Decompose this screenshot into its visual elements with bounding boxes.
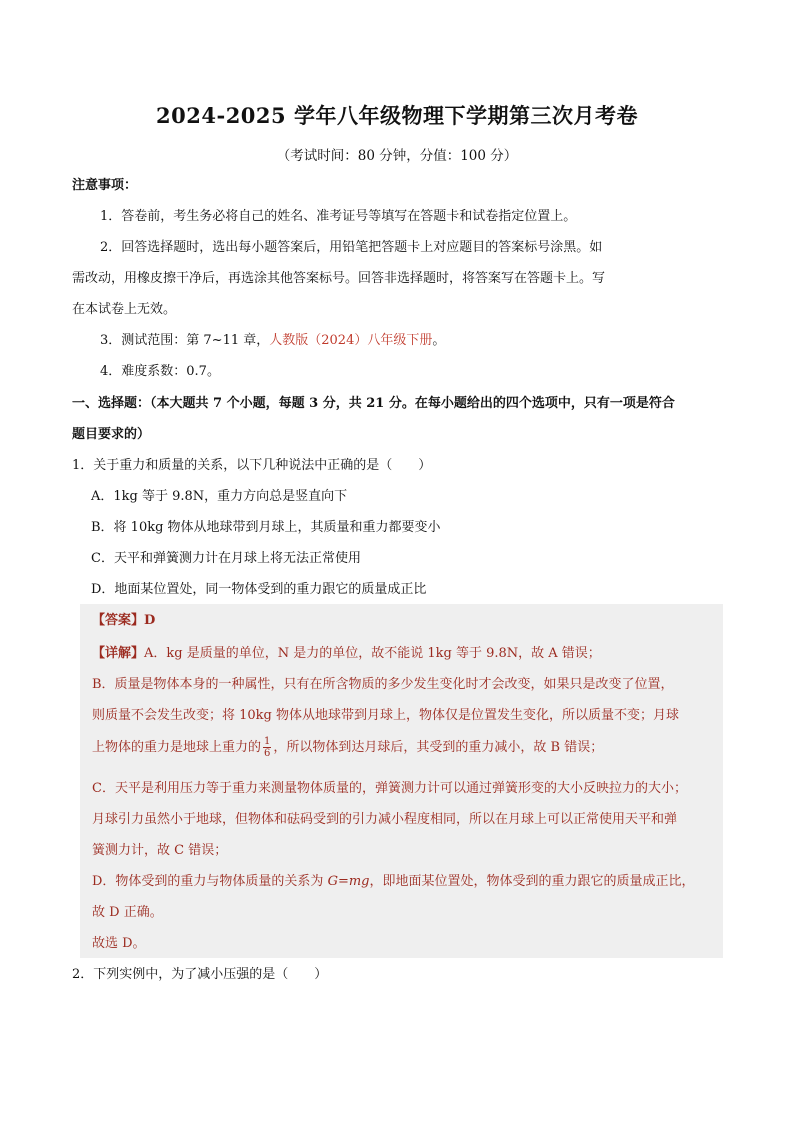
- question-2-stem: 2．下列实例中，为了减小压强的是（ ）: [72, 967, 328, 982]
- notice-item-2-cont: 需改动，用橡皮擦干净后，再选涂其他答案标号。回答非选择题时，将答案写在答题卡上。写: [72, 271, 606, 286]
- detail-b-line-3-suffix: ，所以物体到达月球后，其受到的重力减小，故 B 错误；: [273, 740, 604, 755]
- notice-item-1: 1．答卷前，考生务必将自己的姓名、准考证号等填写在答题卡和试卷指定位置上。: [100, 209, 577, 224]
- gravity-formula: G=mg: [327, 874, 370, 889]
- detail-d-prefix: D．物体受到的重力与物体质量的关系为: [92, 874, 328, 889]
- fraction-one-sixth: [263, 736, 271, 759]
- notice-item-3: [100, 332, 445, 350]
- question-1-stem: 1．关于重力和质量的关系，以下几种说法中正确的是（ ）: [72, 458, 432, 473]
- detail-a-text: A．kg 是质量的单位，N 是力的单位，故不能说 1kg 等于 9.8N，故 A 错误；: [144, 646, 601, 661]
- detail-c-line-1: C．天平是利用压力等于重力来测量物体质量的，弹簧测力计可以通过弹簧形变的大小反映拉力的大小；: [92, 781, 687, 796]
- section-heading: 一、选择题：（本大题共 7 个小题，每题 3 分，共 21 分。在每小题给出的四个选项中，只有一项是符合: [72, 396, 675, 411]
- textbook-edition: 人教版（2024）八年级下册: [269, 333, 433, 348]
- notice-heading: 注意事项：: [72, 178, 138, 193]
- detail-b-line-1: B．质量是物体本身的一种属性，只有在所含物质的多少发生变化时才会改变，如果只是改变了位置，: [92, 677, 674, 692]
- punctuation: 。: [432, 333, 446, 348]
- detail-d-suffix: ，即地面某位置处，物体受到的重力跟它的质量成正比，: [369, 874, 695, 889]
- test-scope-label: 3．测试范围：第 7~11 章，: [100, 333, 270, 348]
- question-1-option-c: C．天平和弹簧测力计在月球上将无法正常使用: [91, 551, 361, 566]
- section-heading-cont: 题目要求的）: [72, 427, 151, 442]
- page-title: 2024-2025 学年八年级物理下学期第三次月考卷: [156, 103, 638, 128]
- detail-b-line-3: [92, 736, 603, 759]
- fraction-denominator: 6: [264, 748, 271, 759]
- fraction-numerator: 1: [264, 736, 271, 747]
- question-1-option-b: B．将 10kg 物体从地球带到月球上，其质量和重力都要变小: [91, 520, 441, 535]
- detail-c-line-3: 簧测力计，故 C 错误；: [92, 843, 228, 858]
- notice-item-2-end: 在本试卷上无效。: [72, 302, 177, 317]
- answer-label: 【答案】D: [92, 613, 156, 628]
- answer-conclusion: 故选 D。: [92, 936, 146, 951]
- detail-b-line-3-prefix: 上物体的重力是地球上重力的: [92, 740, 262, 755]
- question-1-option-d: D．地面某位置处，同一物体受到的重力跟它的质量成正比: [91, 582, 427, 597]
- notice-item-4: 4．难度系数：0.7。: [100, 364, 220, 379]
- detail-d-line-2: 故 D 正确。: [92, 905, 163, 920]
- exam-info: （考试时间：80 分钟，分值：100 分）: [276, 148, 518, 164]
- detail-a: [92, 645, 601, 663]
- notice-item-2: 2．回答选择题时，选出每小题答案后，用铅笔把答题卡上对应题目的答案标号涂黑。如: [100, 240, 603, 255]
- detail-d-line-1: [92, 873, 695, 891]
- detail-b-line-2: 则质量不会发生改变；将 10kg 物体从地球带到月球上，物体仅是位置发生变化，所以质量不变；月球: [92, 708, 680, 723]
- question-1-option-a: A．1kg 等于 9.8N，重力方向总是竖直向下: [91, 489, 348, 504]
- detail-label: 【详解】: [92, 646, 145, 661]
- detail-c-line-2: 月球引力虽然小于地球，但物体和砝码受到的引力减小程度相同，所以在月球上可以正常使用天平和弹: [92, 812, 678, 827]
